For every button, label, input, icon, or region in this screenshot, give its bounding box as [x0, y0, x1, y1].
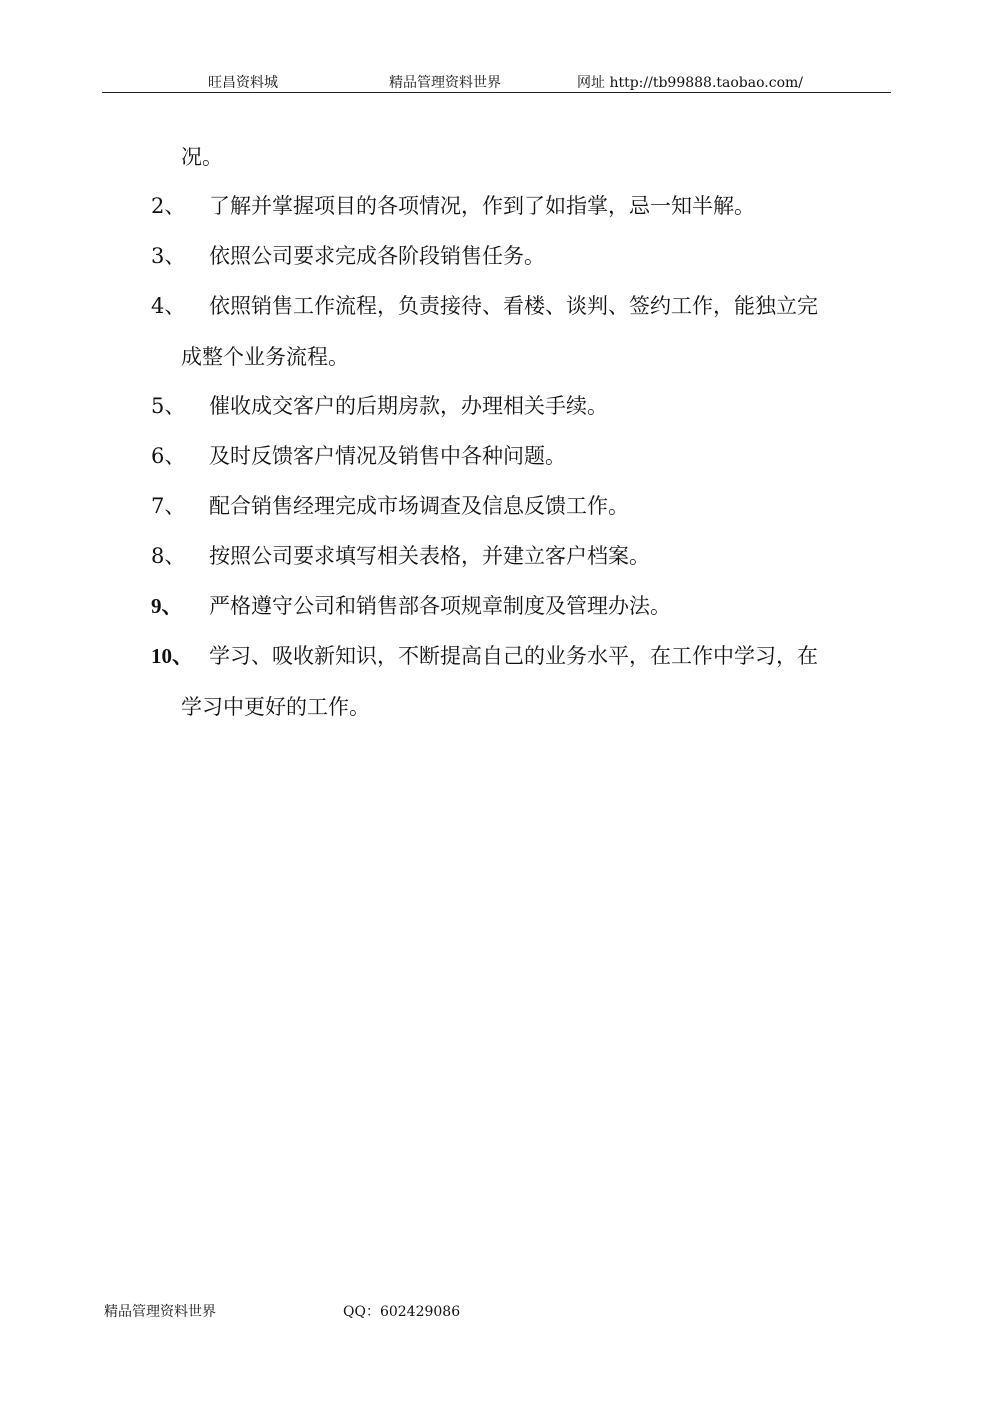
- list-item-text: 依照销售工作流程，负责接待、看楼、谈判、签约工作，能独立完: [209, 294, 818, 318]
- list-item-text: 了解并掌握项目的各项情况，作到了如指掌，忌一知半解。: [209, 194, 755, 218]
- continuation-line: 况。: [181, 145, 223, 169]
- list-item-number: 10、: [151, 644, 193, 668]
- list-item-continuation: 学习中更好的工作。: [181, 695, 370, 719]
- list-item-text: 学习、吸收新知识，不断提高自己的业务水平，在工作中学习，在: [209, 644, 818, 668]
- page-footer: [104, 1301, 804, 1321]
- list-item-number: 5、: [151, 394, 186, 418]
- list-item-number: 9、: [151, 594, 183, 618]
- list-item-text: 催收成交客户的后期房款，办理相关手续。: [209, 394, 608, 418]
- list-item-number: 8、: [151, 544, 186, 568]
- footer-qq: QQ：602429086: [343, 1304, 461, 1320]
- list-item-number: 4、: [151, 294, 186, 318]
- list-item-number: 6、: [151, 444, 186, 468]
- list-item-text: 严格遵守公司和销售部各项规章制度及管理办法。: [209, 594, 671, 618]
- list-item-number: 7、: [151, 494, 186, 518]
- list-item-text: 依照公司要求完成各阶段销售任务。: [209, 244, 545, 268]
- list-item-number: 3、: [151, 244, 186, 268]
- list-item-text: 配合销售经理完成市场调查及信息反馈工作。: [209, 494, 629, 518]
- footer-site-name: 精品管理资料世界: [104, 1304, 216, 1320]
- list-item-text: 及时反馈客户情况及销售中各种问题。: [209, 444, 566, 468]
- list-item-number: 2、: [151, 194, 186, 218]
- list-item-continuation: 成整个业务流程。: [181, 345, 349, 369]
- list-item-text: 按照公司要求填写相关表格，并建立客户档案。: [209, 544, 650, 568]
- header-site-name: 旺昌资料城: [208, 75, 278, 91]
- header-title: 精品管理资料世界: [389, 75, 501, 91]
- header-url: 网址 http://tb99888.taobao.com/: [577, 75, 804, 91]
